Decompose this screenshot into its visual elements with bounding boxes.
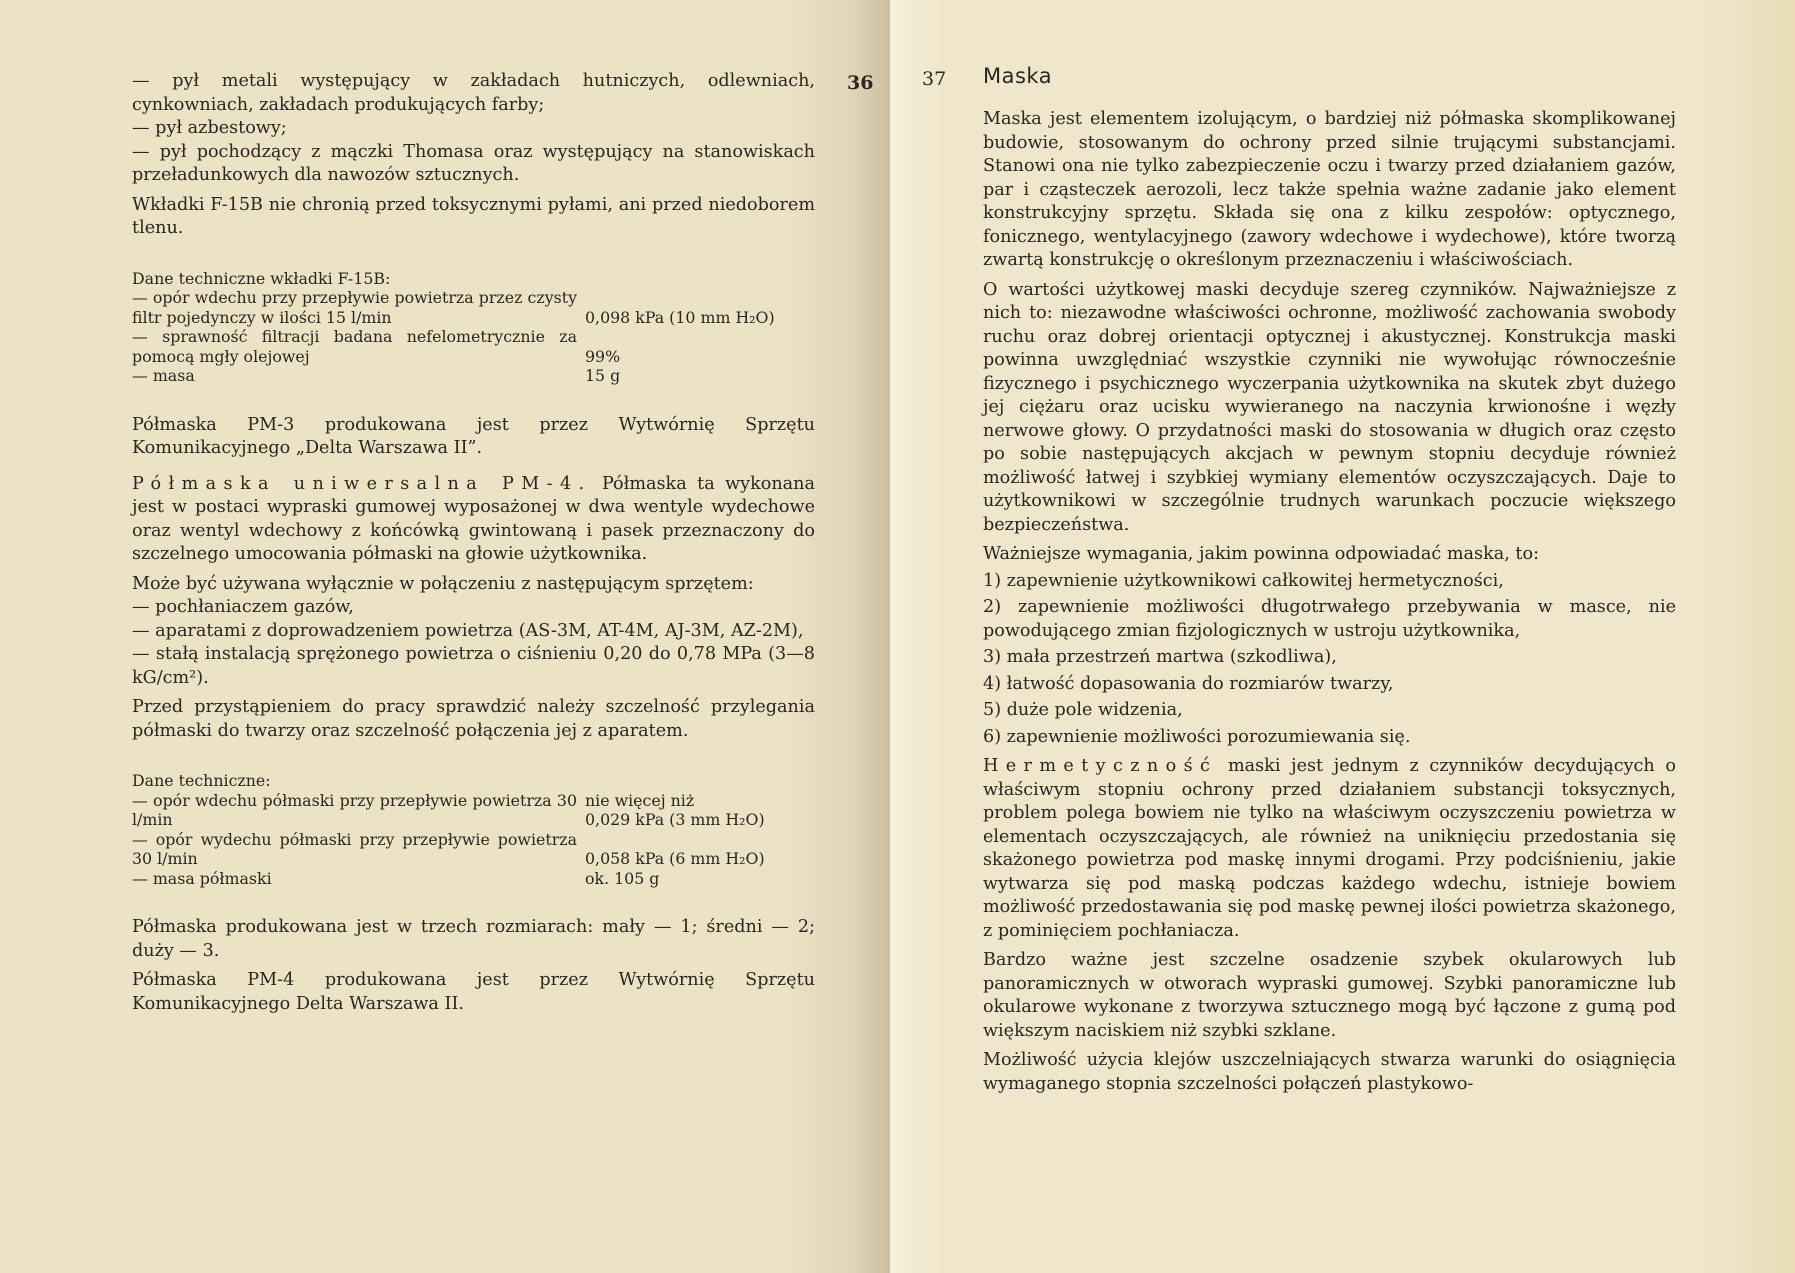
spec-label: — masa półmaski: [132, 868, 272, 888]
spec-row: [132, 327, 815, 366]
spec-value-prefix: nie więcej niż: [585, 790, 695, 810]
hermeticity-heading: Hermetyczność: [983, 756, 1218, 776]
hermeticity-text: maski jest jednym z czynników decydujących o właściwym stopniu ochrony przed działaniem substancji toksycznych, problem polega bowiem nie tylko na właściwym oczyszczeniu powietrza w elementach oczyszczających, ale również na uniknięciu przedostania się skażonego powietrza pod maskę innymi drogami. Przy podciśnieniu, jakie wytwarza się pod maską podczas każdego wdechu, istnieje bowiem możliwość przedostawania się pod maskę pewnej ilości powietrza skażonego, z pominięciem pochłaniacza.: [983, 756, 1676, 941]
requirements-intro: Ważniejsze wymagania, jakim powinna odpowiadać maska, to:: [983, 544, 1539, 564]
pm4-heading: Półmaska uniwersalna PM-4.: [132, 473, 592, 494]
running-head: Maska: [983, 64, 1053, 88]
spec-row: [132, 366, 815, 386]
usage-list-item: — pochłaniaczem gazów,: [132, 597, 354, 617]
spec-row: [132, 791, 815, 830]
requirement-item: 4) łatwość dopasowania do rozmiarów twarzy,: [983, 673, 1394, 694]
right-page-content: [983, 108, 1676, 1096]
f15b-note: Wkładki F-15B nie chronią przed toksycznymi pyłami, ani przed niedoborem tlenu.: [132, 194, 815, 238]
pm4-paragraph: [132, 473, 815, 567]
usage-list-item: — aparatami z doprowadzeniem powietrza (AS-3M, AT-4M, AJ-3M, AZ-2M),: [132, 620, 804, 641]
page-number-left: 36: [847, 72, 874, 94]
spec-label: — masa: [132, 366, 195, 385]
requirement-item: 6) zapewnienie możliwości porozumiewania się.: [983, 726, 1411, 747]
spec-label: — opór wdechu przy przepływie powietrza przez czysty filtr pojedynczy w ilości 15 l/min: [132, 288, 577, 327]
dust-list-item: — pył metali występujący w zakładach hutniczych, odlewniach, cynkowniach, zakładach produkujących farby;: [132, 71, 815, 115]
requirement-item: 1) zapewnienie użytkownikowi całkowitej hermetyczności,: [983, 570, 1504, 591]
page-number-right: 37: [922, 68, 947, 90]
f15b-specs: [132, 269, 815, 386]
right-page: [890, 0, 1795, 1273]
pm4-description: Półmaska ta wykonana jest w postaci wypraski gumowej wyposażonej w dwa wentyle wydechowe oraz wentyl wdechowy z końcówką gwintowaną i pasek przeznaczony do szczelnego umocowania półmaski na głowie użytkownika.: [132, 473, 815, 564]
f15b-specs-title: Dane techniczne wkładki F-15B:: [132, 268, 391, 288]
spec-value: 99%: [585, 346, 621, 366]
requirement-item: 3) mała przestrzeń martwa (szkodliwa),: [983, 647, 1337, 667]
usage-list-item: — stałą instalacją sprężonego powietrza o ciśnieniu 0,20 do 0,78 MPa (3—8 kG/cm²).: [132, 644, 815, 688]
left-page-content: [132, 70, 815, 1016]
dust-list-item: — pył pochodzący z mączki Thomasa oraz występujący na stanowiskach przeładunkowych dla nawozów sztucznych.: [132, 141, 815, 185]
spec-value: ok. 105 g: [585, 868, 660, 888]
spec-row: [132, 869, 815, 889]
left-page: [0, 0, 890, 1273]
sizes-note: Półmaska produkowana jest w trzech rozmiarach: mały — 1; średni — 2; duży — 3.: [132, 917, 815, 961]
pm4-specs-title: Dane techniczne:: [132, 771, 271, 790]
check-note: Przed przystąpieniem do pracy sprawdzić należy szczelność przylegania półmaski do twarzy oraz szczelność połączenia jej z aparatem.: [132, 697, 815, 741]
pm4-producer: Półmaska PM-4 produkowana jest przez Wytwórnię Sprzętu Komunikacyjnego Delta Warszawa II.: [132, 970, 815, 1014]
lenses-paragraph: Bardzo ważne jest szczelne osadzenie szybek okularowych lub panoramicznych w otworach wypraski gumowej. Szybki panoramiczne lub okularowe wykonane z tworzywa sztucznego mogą być łączone z gumą pod większym naciskiem niż szybki szklane.: [983, 950, 1676, 1041]
spec-value: 0,098 kPa (10 mm H₂O): [585, 307, 775, 327]
spec-value-group: [585, 791, 815, 830]
spec-row: [132, 288, 815, 327]
hermeticity-paragraph: [983, 755, 1676, 943]
spec-value: 0,029 kPa (3 mm H₂O): [585, 810, 765, 829]
dust-list-item: — pył azbestowy;: [132, 118, 287, 138]
body-paragraph: O wartości użytkowej maski decyduje szereg czynników. Najważniejsze z nich to: niezawodne właściwości ochronne, możliwość zachowania swobody ruchu oraz dobrej orientacji optycznej i akustycznej. Konstrukcja maski powinna uwzględniać wszystkie czynniki nie wywołując równocześnie fizycznego i psychicznego wyczerpania użytkownika na skutek zbyt dużego jej ciężaru oraz ucisku wywieranego na naczynia krwionośne i węzły nerwowe głowy. O przydatności maski do stosowania w długich oraz często po sobie następujących akcjach w pewnym stopniu decyduje również możliwość łatwej i szybkiej wymiany elementów oczyszczających. Daje to użytkownikowi w szczególnie trudnych warunkach poczucie większego bezpieczeństwa.: [983, 279, 1676, 535]
spec-label: — opór wdechu półmaski przy przepływie powietrza 30 l/min: [132, 790, 577, 829]
spec-row: [132, 830, 815, 869]
pm3-producer: Półmaska PM-3 produkowana jest przez Wytwórnię Sprzętu Komunikacyjnego „Delta Warszawa II”.: [132, 414, 815, 458]
spec-label: — sprawność filtracji badana nefelometrycznie za pomocą mgły olejowej: [132, 327, 577, 366]
spec-value: 15 g: [585, 366, 621, 385]
pm4-specs: [132, 771, 815, 888]
requirement-item: 5) duże pole widzenia,: [983, 700, 1183, 720]
body-paragraph: Maska jest elementem izolującym, o bardziej niż półmaska skomplikowanej budowie, stosowanym do ochrony przed silnie trującymi substancjami. Stanowi ona nie tylko zabezpieczenie oczu i twarzy przed działaniem gazów, par i cząsteczek aerozoli, lecz także spełnia ważne zadanie jako element konstrukcyjny sprzętu. Składa się ona z kilku zespołów: optycznego, fonicznego, wentylacyjnego (zawory wdechowe i wydechowe), które tworzą zwartą konstrukcję o określonym przeznaczeniu i właściwościach.: [983, 109, 1676, 270]
usage-intro: Może być używana wyłącznie w połączeniu z następującym sprzętem:: [132, 573, 754, 594]
spec-value: 0,058 kPa (6 mm H₂O): [585, 849, 765, 868]
adhesives-paragraph: Możliwość użycia klejów uszczelniających stwarza warunki do osiągnięcia wymaganego stopnia szczelności połączeń plastykowo-: [983, 1050, 1676, 1094]
spec-label: — opór wydechu półmaski przy przepływie powietrza 30 l/min: [132, 829, 577, 868]
requirement-item: 2) zapewnienie możliwości długotrwałego przebywania w masce, nie powodującego zmian fizjologicznych w ustroju użytkownika,: [983, 597, 1676, 641]
